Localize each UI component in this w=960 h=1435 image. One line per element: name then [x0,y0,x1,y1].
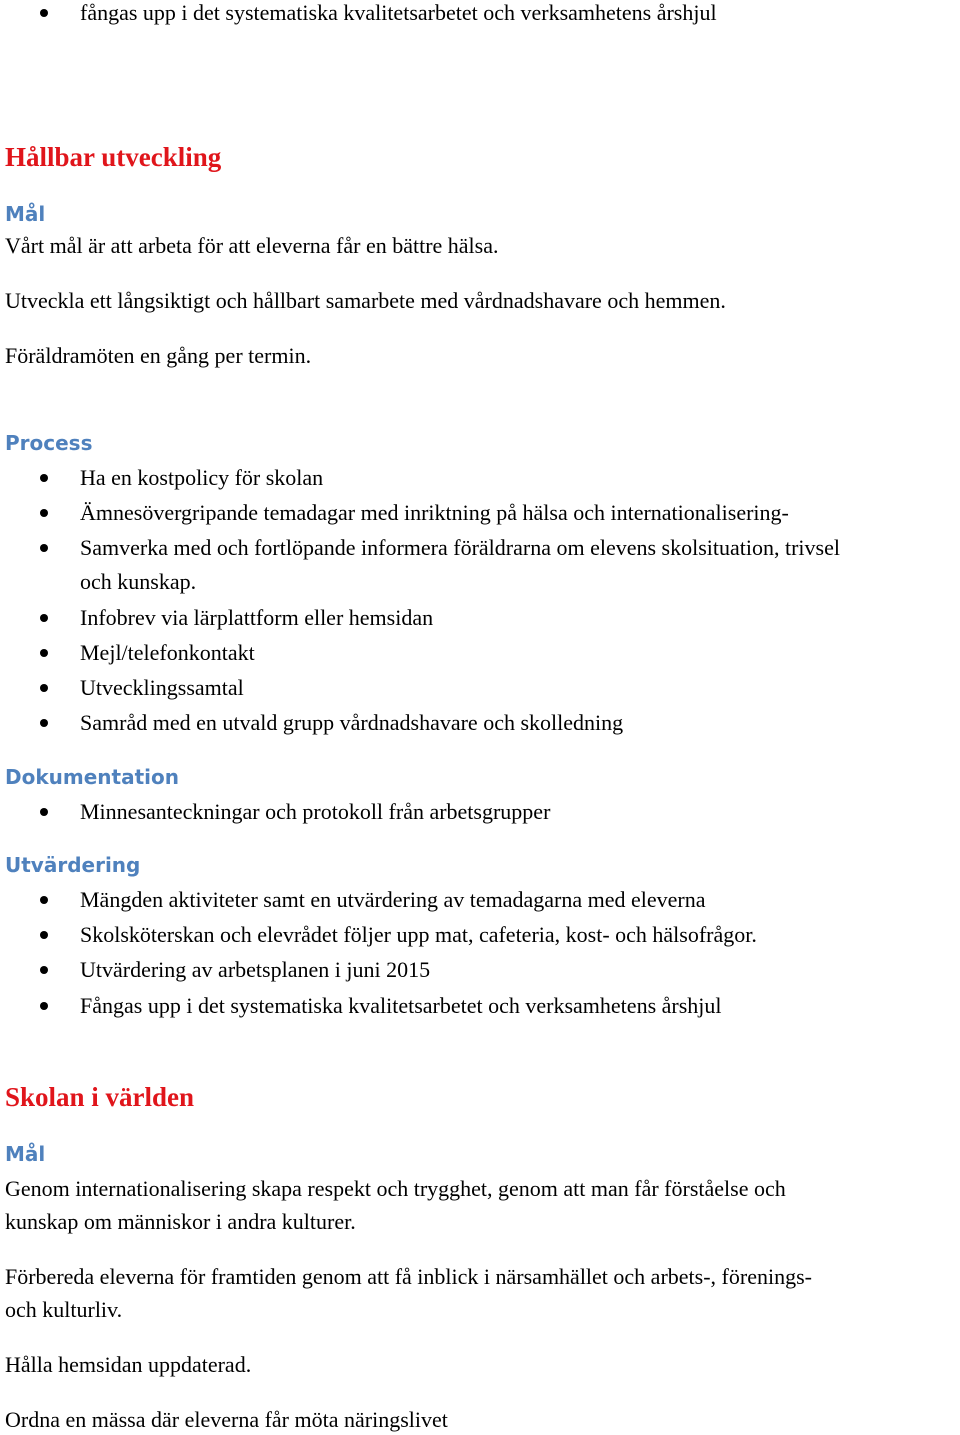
goal-text: Utveckla ett långsiktigt och hållbart samarbete med vårdnadshavare och hemmen. [5,288,726,313]
bullet-marker [40,966,48,974]
bullet-marker [40,614,48,622]
list-item-continuation: och kunskap. [80,569,197,594]
goal-text: Föräldramöten en gång per termin. [5,343,312,368]
list-item: Infobrev via lärplattform eller hemsidan [80,605,434,630]
bullet-marker [40,684,48,692]
goal-heading: Mål [5,1142,46,1166]
paragraph-line: kunskap om människor i andra kulturer. [5,1209,356,1234]
bullet-marker [40,544,48,552]
evaluation-heading: Utvärdering [5,853,141,877]
goal-text: Vårt mål är att arbeta för att eleverna får en bättre hälsa. [5,233,499,258]
list-item: Samverka med och fortlöpande informera föräldrarna om elevens skolsituation, trivsel [80,535,840,560]
paragraph-line: och kulturliv. [5,1297,123,1322]
process-heading: Process [5,431,93,455]
list-item: Ha en kostpolicy för skolan [80,465,324,490]
bullet-marker [40,931,48,939]
bullet-marker [40,509,48,517]
bullet-marker [40,1002,48,1010]
list-item: Utvecklingssamtal [80,675,244,700]
bullet-marker [40,649,48,657]
bullet-marker [40,808,48,816]
list-item: Samråd med en utvald grupp vårdnadshavare och skolledning [80,710,624,735]
list-item: Minnesanteckningar och protokoll från arbetsgrupper [80,799,551,824]
list-item: fångas upp i det systematiska kvalitetsarbetet och verksamhetens årshjul [80,0,717,25]
documentation-heading: Dokumentation [5,765,179,789]
list-item: Mejl/telefonkontakt [80,640,255,665]
bullet-marker [40,9,48,17]
list-item: Fångas upp i det systematiska kvalitetsarbetet och verksamhetens årshjul [80,993,722,1018]
bullet-marker [40,474,48,482]
paragraph-line: Förbereda eleverna för framtiden genom att få inblick i närsamhället och arbets-, förenings- [5,1264,812,1289]
goal-heading: Mål [5,202,46,226]
paragraph-line: Hålla hemsidan uppdaterad. [5,1352,252,1377]
section-title-skolan-i-varlden: Skolan i världen [5,1082,195,1112]
list-item: Mängden aktiviteter samt en utvärdering av temadagarna med eleverna [80,887,706,912]
list-item: Utvärdering av arbetsplanen i juni 2015 [80,957,431,982]
bullet-marker [40,896,48,904]
paragraph-line: Genom internationalisering skapa respekt och trygghet, genom att man får förståelse och [5,1176,786,1201]
bullet-marker [40,719,48,727]
section-title-hallbar-utveckling: Hållbar utveckling [5,142,222,172]
list-item: Skolsköterskan och elevrådet följer upp mat, cafeteria, kost- och hälsofrågor. [80,922,757,947]
paragraph-line: Ordna en mässa där eleverna får möta näringslivet [5,1407,448,1432]
list-item: Ämnesövergripande temadagar med inriktning på hälsa och internationalisering- [80,500,789,525]
